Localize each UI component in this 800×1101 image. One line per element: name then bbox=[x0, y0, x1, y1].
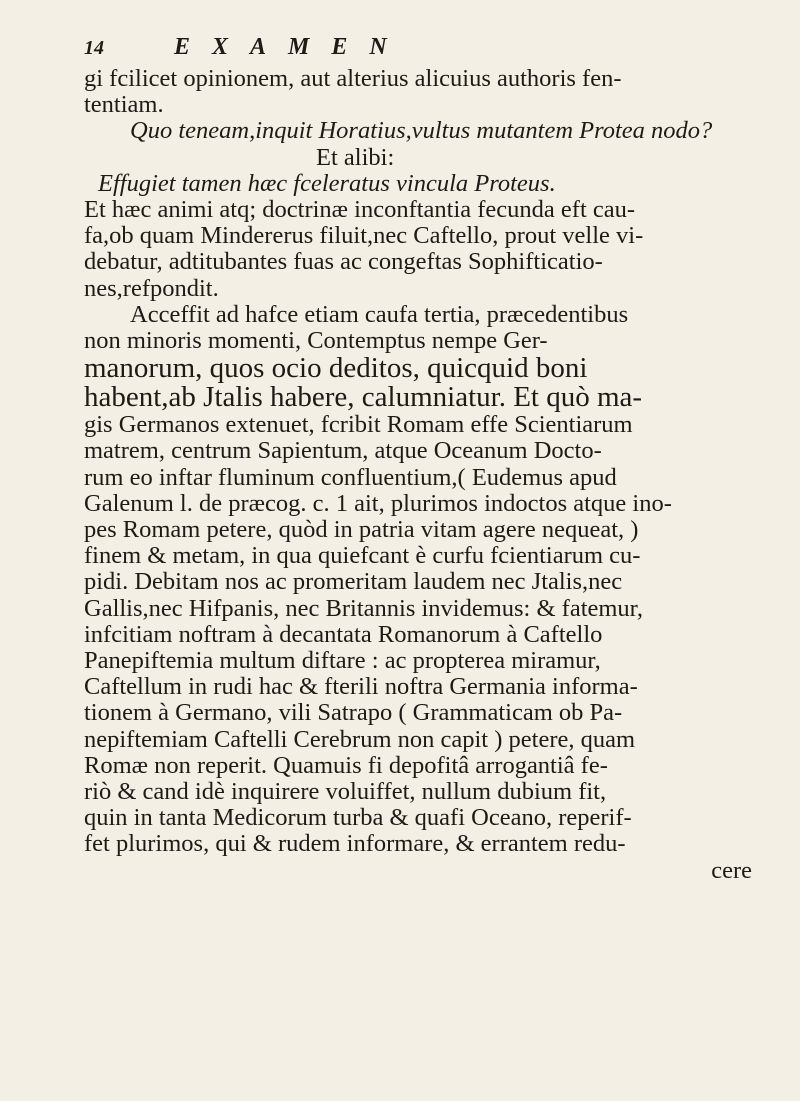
text-line: Caftellum in rudi hac & fterili noftra Germania informa- bbox=[84, 674, 638, 701]
text-line: manorum, quos ocio deditos, quicquid boni bbox=[84, 354, 588, 384]
text-line: Galenum l. de præcog. c. 1 ait, plurimos indoctos atque ino- bbox=[84, 490, 672, 517]
text-line: pes Romam petere, quòd in patria vitam agere nequeat, ) bbox=[84, 517, 639, 544]
text-line: nes,refpondit. bbox=[84, 275, 219, 302]
text-line: fa,ob quam Mindererus filuit,nec Caftello, prout velle vi- bbox=[84, 223, 644, 250]
text-line: tentiam. bbox=[84, 92, 164, 119]
header-title: EXAMEN bbox=[174, 34, 409, 60]
text-line: quin in tanta Medicorum turba & quafi Oceano, reperif- bbox=[84, 805, 632, 832]
text-line: habent,ab Jtalis habere, calumniatur. Et quò ma- bbox=[84, 383, 643, 413]
text-line: Romæ non reperit. Quamuis fi depofitâ arrogantiâ fe- bbox=[84, 752, 608, 779]
text-line: infcitiam noftram à decantata Romanorum à Caftello bbox=[84, 621, 603, 648]
text-line: non minoris momenti, Contemptus nempe Ger- bbox=[84, 328, 548, 355]
text-line: Et hæc animi atq; doctrinæ inconftantia fecunda eft cau- bbox=[84, 197, 636, 224]
text-line: riò & cand idè inquirere voluiffet, nullum dubium fit, bbox=[84, 779, 607, 806]
text-line: matrem, centrum Sapientum, atque Oceanum Docto- bbox=[84, 438, 602, 465]
text-line: rum eo inftar fluminum confluentium,( Eudemus apud bbox=[84, 464, 617, 491]
text-line: Panepiftemia multum diftare : ac propterea miramur, bbox=[84, 648, 601, 675]
quotation-line: Effugiet tamen hæc fceleratus vincula Proteus. bbox=[98, 170, 556, 197]
text-line: finem & metam, in qua quiefcant è curfu fcientiarum cu- bbox=[84, 543, 641, 570]
text-line: gi fcilicet opinionem, aut alterius alicuius authoris fen- bbox=[84, 66, 622, 92]
body-text bbox=[84, 66, 764, 884]
page-number: 14 bbox=[84, 37, 104, 59]
text-line: Gallis,nec Hifpanis, nec Britannis invidemus: & fatemur, bbox=[84, 595, 643, 622]
text-line: pidi. Debitam nos ac promeritam laudem nec Jtalis,nec bbox=[84, 569, 623, 596]
catchword: cere bbox=[711, 857, 752, 884]
running-head bbox=[84, 34, 764, 62]
text-line: Acceffit ad hafce etiam caufa tertia, præcedentibus bbox=[130, 301, 629, 328]
text-line: debatur, adtitubantes fuas ac congeftas Sophifticatio- bbox=[84, 249, 603, 276]
text-line: Et alibi: bbox=[316, 144, 395, 171]
text-line: gis Germanos extenuet, fcribit Romam effe Scientiarum bbox=[84, 412, 633, 439]
text-line: nepiftemiam Caftelli Cerebrum non capit ) petere, quam bbox=[84, 726, 636, 753]
text-line: tionem à Germano, vili Satrapo ( Grammaticam ob Pa- bbox=[84, 700, 623, 727]
quotation-line: Quo teneam,inquit Horatius,vultus mutantem Protea nodo? bbox=[130, 118, 713, 145]
text-line: fet plurimos, qui & rudem informare, & errantem redu- bbox=[84, 831, 626, 858]
